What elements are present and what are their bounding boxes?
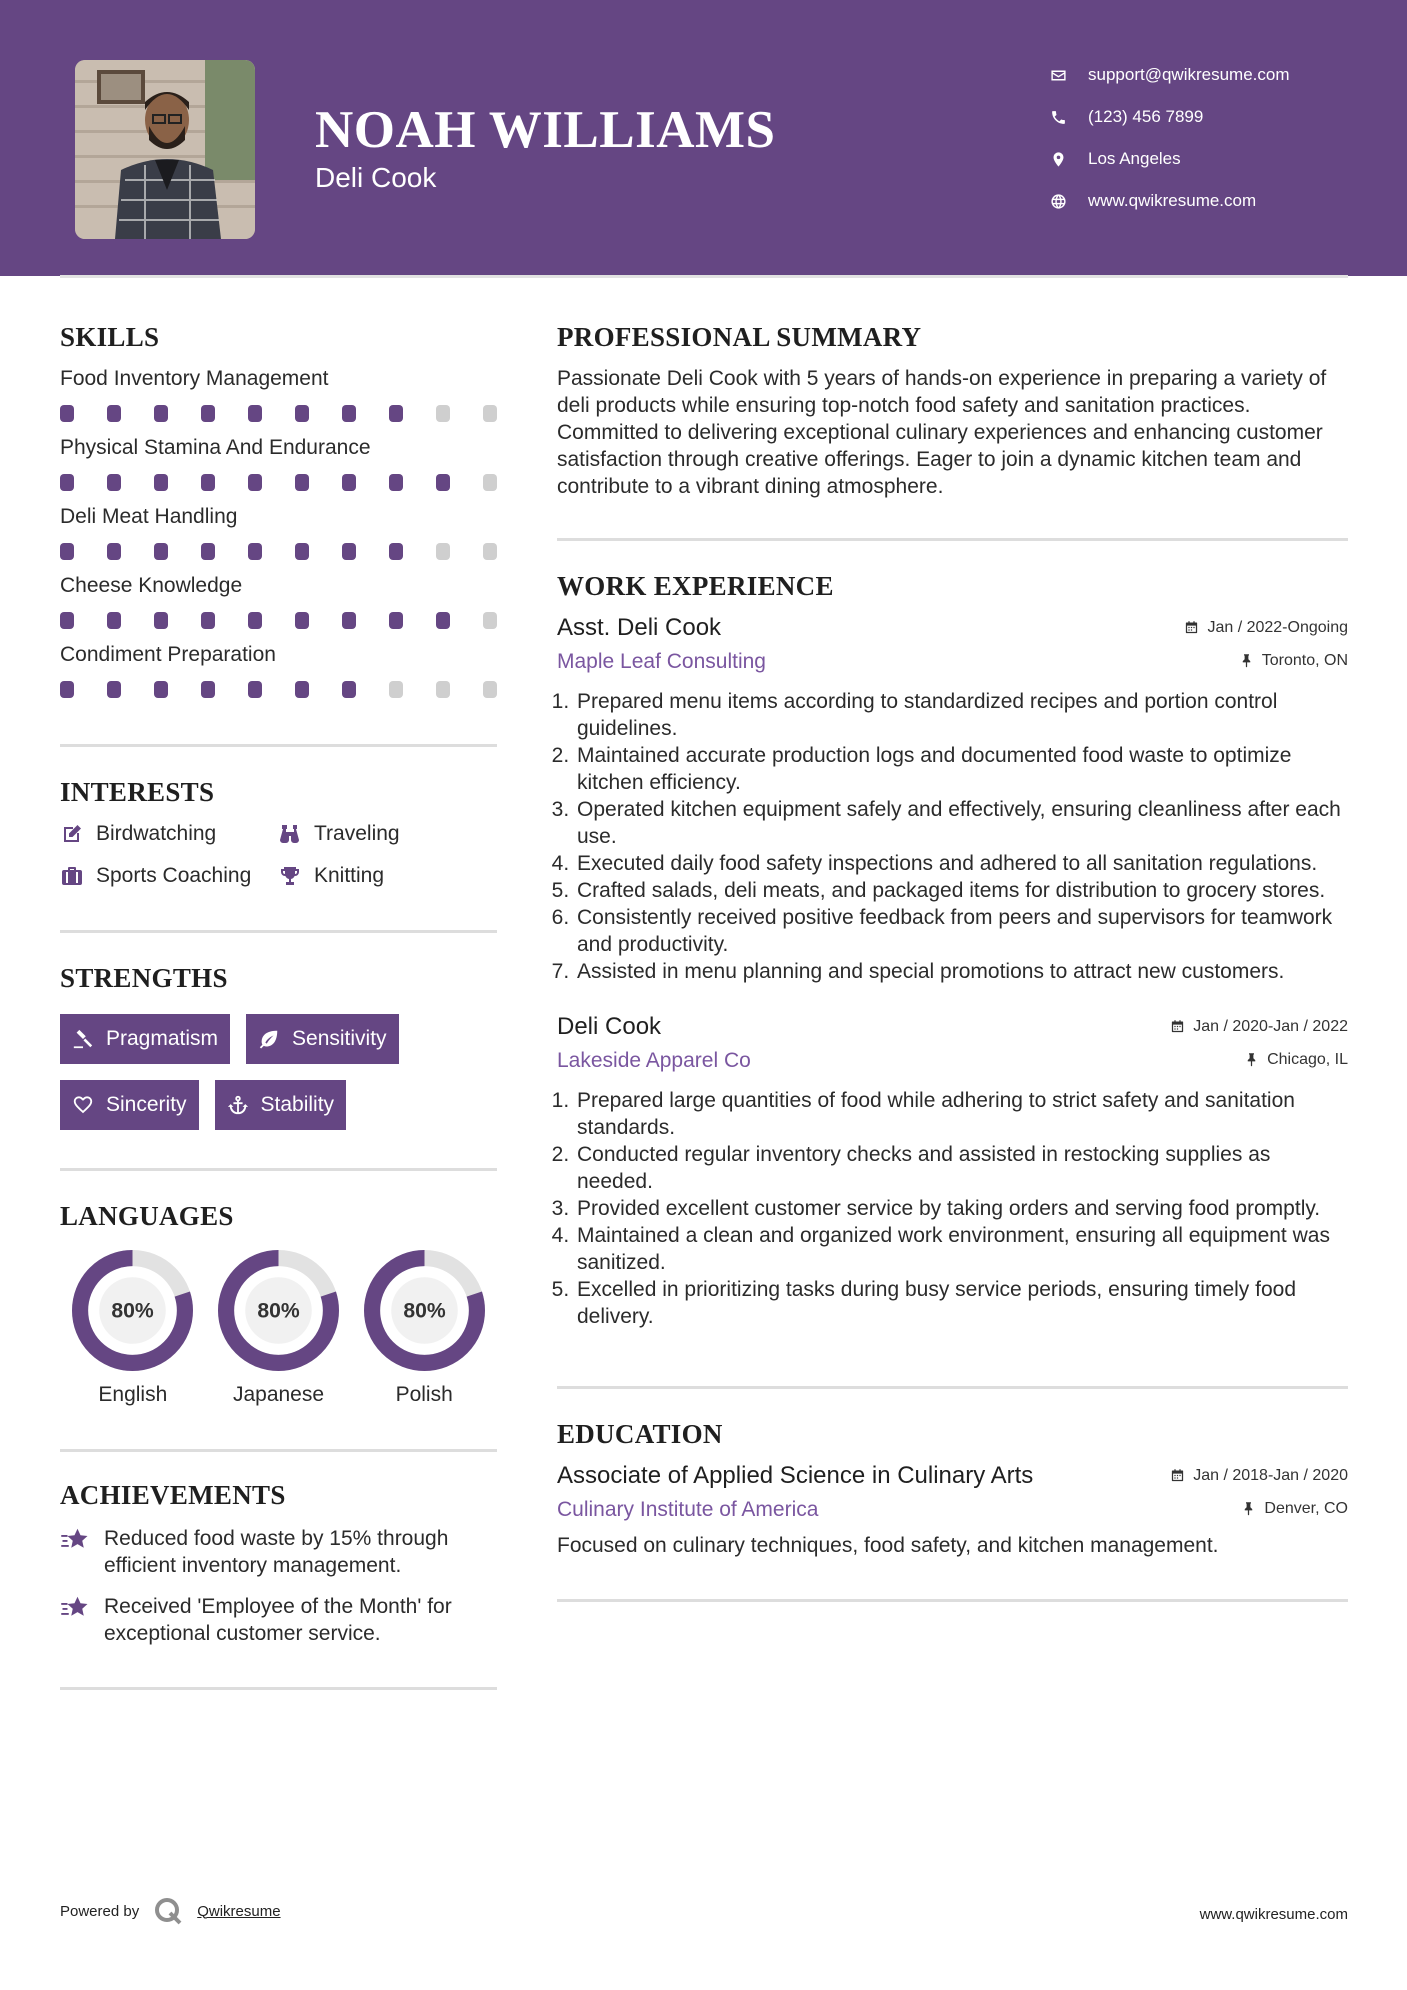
rating-dot-filled (107, 543, 121, 560)
powered-by-text: Powered by (60, 1902, 140, 1920)
job-title: Deli Cook (557, 1013, 662, 1040)
interest-item (278, 864, 497, 888)
interest-item (278, 822, 497, 846)
skill-rating (60, 543, 497, 560)
language-percent: 80% (111, 1299, 154, 1323)
rating-dot-filled (107, 681, 121, 698)
rating-dot-filled (201, 681, 215, 698)
section-divider (60, 1168, 497, 1171)
strength-tag (246, 1014, 399, 1064)
job-bullet: 6. Consistently received positive feedback from peers and supervisors for teamwork and productivity. (575, 904, 1348, 958)
section-divider (60, 1449, 497, 1452)
summary-heading: PROFESSIONAL SUMMARY (557, 322, 922, 352)
rating-dot-filled (201, 405, 215, 422)
language-percent: 80% (403, 1299, 446, 1323)
education-location (1241, 1500, 1348, 1518)
rating-dot-filled (295, 681, 309, 698)
job-company: Lakeside Apparel Co (557, 1049, 751, 1072)
rating-dot-empty (436, 543, 450, 560)
rating-dot-filled (436, 474, 450, 491)
rating-dot-filled (107, 405, 121, 422)
rating-dot-filled (60, 681, 74, 698)
binoculars-icon (278, 822, 302, 846)
rating-dot-filled (342, 681, 356, 698)
section-divider (557, 1599, 1348, 1602)
job-bullet: 1. Prepared menu items according to standardized recipes and portion control guidelines. (575, 688, 1348, 742)
language-name: English (98, 1383, 168, 1406)
job-dates (1170, 1018, 1348, 1036)
candidate-title: Deli Cook (315, 162, 437, 193)
pushpin-icon (1239, 653, 1254, 668)
rating-dot-filled (389, 405, 403, 422)
interest-label: Knitting (314, 864, 385, 887)
rating-dot-filled (154, 405, 168, 422)
degree-title: Associate of Applied Science in Culinary Arts (557, 1462, 1034, 1489)
header-divider (60, 275, 1348, 278)
rating-dot-filled (295, 612, 309, 629)
job-bullet: 4. Maintained a clean and organized work environment, ensuring all equipment was sanitized. (575, 1222, 1348, 1276)
rating-dot-filled (154, 543, 168, 560)
job-company: Maple Leaf Consulting (557, 650, 766, 673)
achievements-section (60, 1480, 497, 1647)
pencil-square-icon (60, 822, 84, 846)
skill-rating (60, 474, 497, 491)
language-progress-ring (218, 1250, 339, 1371)
skill-name: Food Inventory Management (60, 367, 329, 390)
skill-name: Physical Stamina And Endurance (60, 436, 371, 459)
rating-dot-filled (60, 543, 74, 560)
job-location (1244, 1051, 1348, 1069)
star-icon (60, 1525, 90, 1555)
rating-dot-empty (436, 405, 450, 422)
candidate-name: NOAH WILLIAMS (315, 101, 776, 159)
envelope-icon (1050, 67, 1088, 84)
job-bullets (557, 1087, 1348, 1330)
interest-label: Sports Coaching (96, 864, 252, 887)
rating-dot-empty (483, 681, 497, 698)
achievements-heading: ACHIEVEMENTS (60, 1480, 286, 1510)
contact-location-text: Los Angeles (1088, 149, 1181, 168)
rating-dot-filled (342, 474, 356, 491)
rating-dot-filled (342, 405, 356, 422)
skill-name: Cheese Knowledge (60, 574, 243, 597)
education-heading: EDUCATION (557, 1419, 723, 1449)
achievement-text: Received 'Employee of the Month' for exceptional customer service. (104, 1595, 452, 1645)
experience-section (557, 571, 1348, 1330)
strength-label: Sincerity (106, 1093, 187, 1116)
footer-powered-by (60, 1896, 281, 1926)
phone-icon (1050, 109, 1088, 126)
rating-dot-filled (295, 405, 309, 422)
briefcase-icon (60, 864, 84, 888)
strength-label: Stability (260, 1093, 335, 1116)
contact-website[interactable] (1050, 180, 1390, 222)
heart-icon (72, 1094, 94, 1116)
calendar-icon (1184, 620, 1199, 635)
rating-dot-filled (342, 612, 356, 629)
job-bullet: 4. Executed daily food safety inspections and adhered to all sanitation regulations. (575, 850, 1348, 877)
interest-item (60, 822, 278, 846)
experience-heading: WORK EXPERIENCE (557, 571, 834, 601)
achievement-item (60, 1525, 497, 1579)
interest-label: Traveling (314, 822, 400, 845)
trophy-icon (278, 864, 302, 888)
summary-section (557, 322, 1348, 500)
strength-tag (60, 1080, 199, 1130)
resume-header (0, 0, 1407, 276)
interests-section (60, 777, 497, 888)
rating-dot-empty (483, 474, 497, 491)
rating-dot-filled (201, 612, 215, 629)
interest-label: Birdwatching (96, 822, 217, 845)
languages-section (60, 1201, 497, 1407)
section-divider (557, 1386, 1348, 1389)
map-pin-icon (1050, 151, 1088, 168)
strengths-heading: STRENGTHS (60, 963, 228, 993)
job-bullet: 1. Prepared large quantities of food while adhering to strict safety and sanitation standards. (575, 1087, 1348, 1141)
contact-phone-text: (123) 456 7899 (1088, 107, 1204, 126)
education-section (557, 1419, 1348, 1559)
language-name: Polish (395, 1383, 453, 1406)
contact-list (1050, 54, 1390, 222)
contact-email-text: support@qwikresume.com (1088, 65, 1290, 84)
languages-list (60, 1250, 497, 1407)
rating-dot-empty (483, 612, 497, 629)
interest-item (60, 864, 278, 888)
rating-dot-filled (295, 543, 309, 560)
job-bullet: 2. Maintained accurate production logs and documented food waste to optimize kitchen efficiency. (575, 742, 1348, 796)
section-divider (60, 744, 497, 747)
language-progress-ring (72, 1250, 193, 1371)
job-dates (1184, 619, 1348, 637)
education-dates (1170, 1467, 1348, 1485)
job-bullet: 5. Excelled in prioritizing tasks during busy service periods, ensuring timely food delivery. (575, 1276, 1348, 1330)
anchor-icon (227, 1094, 249, 1116)
job-title: Asst. Deli Cook (557, 614, 722, 641)
job-bullet: 3. Provided excellent customer service by taking orders and serving food promptly. (575, 1195, 1348, 1222)
job-bullet: 7. Assisted in menu planning and special promotions to attract new customers. (575, 958, 1348, 985)
contact-website-text: www.qwikresume.com (1088, 191, 1257, 210)
rating-dot-filled (107, 474, 121, 491)
rating-dot-empty (483, 405, 497, 422)
language-progress-ring (364, 1250, 485, 1371)
rating-dot-filled (342, 543, 356, 560)
rating-dot-filled (201, 474, 215, 491)
rating-dot-filled (60, 612, 74, 629)
skills-list (60, 367, 497, 698)
strength-tag (215, 1080, 347, 1130)
language-item (60, 1250, 206, 1407)
interests-heading: INTERESTS (60, 777, 215, 807)
education-dates-text: Jan / 2018-Jan / 2020 (1193, 1466, 1348, 1484)
language-percent: 80% (257, 1299, 300, 1323)
rating-dot-filled (154, 474, 168, 491)
rating-dot-filled (248, 681, 262, 698)
calendar-icon (1170, 1019, 1185, 1034)
right-column (557, 322, 1348, 1602)
profile-photo (75, 60, 255, 239)
rating-dot-filled (389, 612, 403, 629)
gavel-icon (72, 1028, 94, 1050)
language-item (206, 1250, 352, 1407)
job-location-text: Chicago, IL (1267, 1050, 1348, 1068)
contact-location (1050, 138, 1390, 180)
rating-dot-filled (436, 612, 450, 629)
job-bullets (557, 688, 1348, 985)
strength-label: Pragmatism (106, 1027, 219, 1050)
skills-section (60, 322, 497, 698)
job-bullet: 2. Conducted regular inventory checks and assisted in restocking supplies as needed. (575, 1141, 1348, 1195)
language-item (351, 1250, 497, 1407)
calendar-icon (1170, 1468, 1185, 1483)
rating-dot-filled (107, 612, 121, 629)
languages-heading: LANGUAGES (60, 1201, 234, 1231)
rating-dot-filled (248, 405, 262, 422)
rating-dot-empty (389, 681, 403, 698)
section-divider (60, 1687, 497, 1690)
rating-dot-filled (295, 474, 309, 491)
rating-dot-empty (483, 543, 497, 560)
footer-url[interactable]: www.qwikresume.com (1199, 1906, 1348, 1923)
education-description: Focused on culinary techniques, food safety, and kitchen management. (557, 1534, 1219, 1557)
education-location-text: Denver, CO (1264, 1499, 1348, 1517)
rating-dot-empty (436, 681, 450, 698)
skill-name: Deli Meat Handling (60, 505, 238, 528)
rating-dot-filled (60, 474, 74, 491)
strength-tag (60, 1014, 230, 1064)
achievement-text: Reduced food waste by 15% through efficient inventory management. (104, 1527, 449, 1577)
pushpin-icon (1244, 1052, 1259, 1067)
qwikresume-logo-icon (153, 1896, 183, 1926)
job-location-text: Toronto, ON (1261, 651, 1348, 669)
strengths-list (60, 1014, 497, 1130)
job-entry (557, 614, 1348, 985)
job-bullet: 3. Operated kitchen equipment safely and effectively, ensuring cleanliness after each use. (575, 796, 1348, 850)
strengths-section (60, 963, 497, 1130)
skills-heading: SKILLS (60, 322, 160, 352)
rating-dot-filled (389, 543, 403, 560)
interests-list (60, 822, 497, 888)
rating-dot-filled (60, 405, 74, 422)
job-bullet: 5. Crafted salads, deli meats, and packaged items for distribution to grocery stores. (575, 877, 1348, 904)
rating-dot-filled (201, 543, 215, 560)
achievement-item (60, 1593, 497, 1647)
rating-dot-filled (154, 681, 168, 698)
rating-dot-filled (248, 474, 262, 491)
skill-rating (60, 612, 497, 629)
skill-rating (60, 681, 497, 698)
leaf-icon (258, 1028, 280, 1050)
pushpin-icon (1241, 1501, 1256, 1516)
contact-phone[interactable] (1050, 96, 1390, 138)
job-entry (557, 1013, 1348, 1330)
contact-email[interactable] (1050, 54, 1390, 96)
rating-dot-filled (154, 612, 168, 629)
skill-name: Condiment Preparation (60, 643, 276, 666)
qwikresume-link[interactable]: Qwikresume (197, 1902, 281, 1920)
rating-dot-filled (248, 612, 262, 629)
school-name: Culinary Institute of America (557, 1498, 819, 1521)
language-name: Japanese (232, 1383, 325, 1406)
rating-dot-filled (248, 543, 262, 560)
skill-rating (60, 405, 497, 422)
summary-text: Passionate Deli Cook with 5 years of hands-on experience in preparing a variety of deli products while ensuring top-notch food safety and sanitation practices. Committed to delivering exceptional culinary experiences and enhancing customer satisfaction through creative offerings. Eager to join a dynamic kitchen team and contribute to a vibrant dining atmosphere. (557, 367, 1327, 498)
star-icon (60, 1593, 90, 1623)
section-divider (557, 538, 1348, 541)
job-dates-text: Jan / 2020-Jan / 2022 (1193, 1017, 1348, 1035)
strength-label: Sensitivity (292, 1027, 387, 1050)
rating-dot-filled (389, 474, 403, 491)
left-column (60, 322, 497, 1690)
section-divider (60, 930, 497, 933)
job-dates-text: Jan / 2022-Ongoing (1207, 618, 1348, 636)
job-location (1239, 652, 1348, 670)
globe-icon (1050, 193, 1088, 210)
